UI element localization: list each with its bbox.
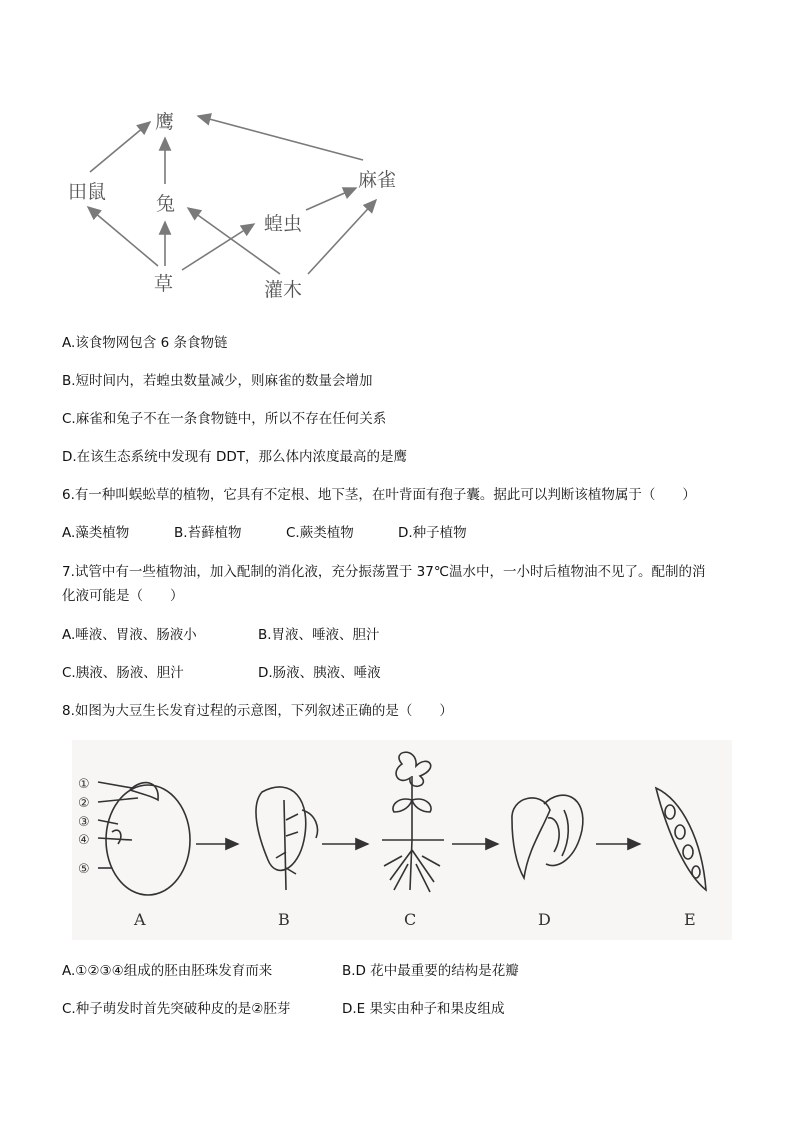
- q8-stem: 8.如图为大豆生长发育过程的示意图，下列叙述正确的是（ ）: [62, 703, 453, 719]
- node-sparrow: 麻雀: [358, 169, 397, 191]
- q7-options-row2: [62, 663, 482, 683]
- q6-option-b: B.苔藓植物: [174, 525, 242, 541]
- q8-option-b: B.D 花中最重要的结构是花瓣: [342, 963, 519, 979]
- q8-option-c: C.种子萌发时首先突破种皮的是②胚芽: [62, 1001, 291, 1017]
- stage-label-d: D: [538, 910, 551, 929]
- q7-stem-line2: 化液可能是（ ）: [62, 588, 184, 604]
- q5-option-a: A.该食物网包含 6 条食物链: [62, 335, 228, 351]
- q7-stem-line1: 7.试管中有一些植物油，加入配制的消化液，充分振荡置于 37℃温水中，一小时后植物油不见了。配制的消: [62, 564, 706, 580]
- node-grass: 草: [154, 273, 174, 295]
- q7-option-d: D.肠液、胰液、唾液: [258, 665, 381, 681]
- stage-label-a: A: [134, 910, 146, 929]
- q7-option-a: A.唾液、胃液、肠液小: [62, 627, 197, 643]
- part-label-5: ⑤: [78, 862, 90, 877]
- part-label-1: ①: [78, 777, 90, 792]
- stage-label-b: B: [278, 910, 290, 929]
- q6-stem: 6.有一种叫蜈蚣草的植物，它具有不定根、地下茎，在叶背面有孢子囊。据此可以判断该植物属于（ ）: [62, 487, 696, 503]
- stage-label-c: C: [404, 910, 417, 929]
- q5-option-c: C.麻雀和兔子不在一条食物链中，所以不存在任何关系: [62, 411, 387, 427]
- part-label-3: ③: [78, 815, 90, 830]
- food-web-svg: [58, 92, 418, 312]
- food-web-diagram: [58, 92, 418, 312]
- q7-option-c: C.胰液、肠液、胆汁: [62, 665, 184, 681]
- q5-option-b: B.短时间内，若蝗虫数量减少，则麻雀的数量会增加: [62, 373, 373, 389]
- q8-options-row1: [62, 961, 542, 981]
- q8-option-a: A.①②③④组成的胚由胚珠发育而来: [62, 963, 273, 979]
- node-shrub: 灌木: [264, 279, 303, 301]
- q6-option-a: A.藻类植物: [62, 525, 130, 541]
- stage-label-e: E: [684, 910, 696, 929]
- node-eagle: 鹰: [155, 111, 175, 133]
- arrow-shrub-sparrow: [308, 200, 376, 274]
- arrow-mouse-eagle: [90, 122, 150, 172]
- q7-options-row1: [62, 625, 482, 645]
- part-label-2: ②: [78, 796, 90, 811]
- node-rabbit: 兔: [156, 193, 176, 215]
- q7-option-b: B.胃液、唾液、胆汁: [258, 627, 380, 643]
- q8-options-row2: [62, 999, 542, 1019]
- soybean-development-figure: [72, 740, 732, 940]
- arrow-grass-mouse: [88, 207, 158, 266]
- soybean-figure-svg: [72, 740, 732, 940]
- q6-option-c: C.蕨类植物: [286, 525, 354, 541]
- node-field-mouse: 田鼠: [68, 181, 107, 203]
- q8-option-d: D.E 果实由种子和果皮组成: [342, 1001, 505, 1017]
- q5-option-d: D.在该生态系统中发现有 DDT，那么体内浓度最高的是鹰: [62, 449, 408, 465]
- q6-option-d: D.种子植物: [398, 525, 467, 541]
- part-label-4: ④: [78, 833, 90, 848]
- node-locust: 蝗虫: [264, 213, 303, 235]
- arrow-locust-sparrow: [306, 188, 356, 210]
- arrow-sparrow-eagle: [198, 116, 363, 160]
- q6-options: [62, 523, 522, 543]
